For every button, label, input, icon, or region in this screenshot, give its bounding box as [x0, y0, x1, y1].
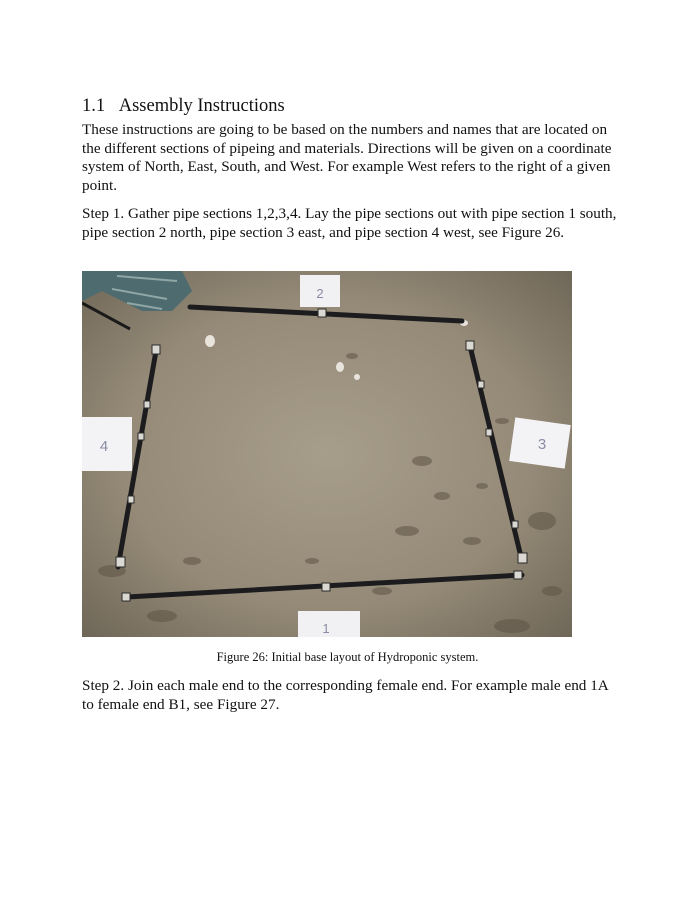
section-heading	[82, 95, 285, 117]
section-title: Assembly Instructions	[118, 96, 285, 116]
label-card-south	[298, 611, 360, 637]
step-1-paragraph: Step 1. Gather pipe sections 1,2,3,4. Lay the pipe sections out with pipe section 1 south, pipe section 2 north, pipe section 3 east, and pipe section 4 west, see Figure 26.	[82, 205, 617, 241]
section-number: 1.1	[82, 96, 106, 116]
label-north-text: 2	[316, 286, 324, 301]
label-card-north	[300, 275, 340, 307]
figure-26-photo	[82, 271, 572, 637]
pipe-layout-photo	[82, 271, 572, 637]
label-east-text: 3	[537, 436, 547, 453]
figure-caption: Figure 26: Initial base layout of Hydroponic system.	[216, 650, 479, 664]
label-card-west	[82, 417, 132, 471]
intro-paragraph: These instructions are going to be based on the numbers and names that are located on the different sections of pipeing and materials. Directions will be given on a coordinate system of North, East, South, and West. For example West refers to the right of a given point.	[82, 121, 612, 194]
label-card-east	[509, 417, 571, 468]
label-south-text: 1	[322, 621, 330, 636]
label-west-text: 4	[99, 438, 109, 455]
step-2-paragraph: Step 2. Join each male end to the corresponding female end. For example male end 1A to female end B1, see Figure 27.	[82, 677, 608, 713]
